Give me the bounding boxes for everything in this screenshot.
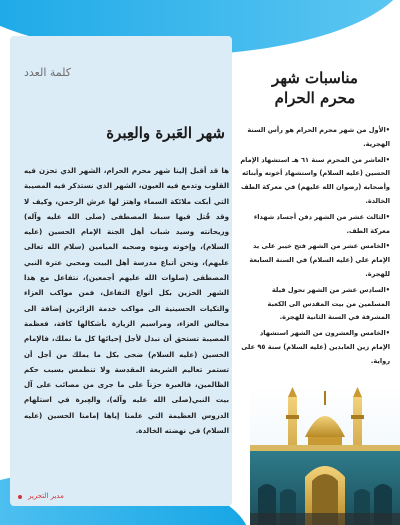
- shrine-photo: [250, 385, 400, 525]
- shrine-illustration: [250, 385, 400, 525]
- editorial-section-label: كلمة العدد: [24, 66, 72, 79]
- author-bullet-icon: [18, 495, 22, 499]
- occasion-item: •السادس عشر من الشهر تحول قبلة المسلمين من بيت المقدس الى الكعبة المشرفة في السنة الثانية للهجرة.: [267, 285, 390, 322]
- editorial-body: ها قد أقبل إلينا شهر محرم الحرام، الشهر الذي تحزن فيه القلوب وتدمع فيه العيون، الشهر الذي نستذكر فيه المصيبة التي أبكت ملائكة السماء واهتز لها عرش الرحمن، وكيف لا وقد قُتل فيها سبط المصطفى (صلى الله عليه وآله) وريحانته وسيد شباب أهل الجنة الإمام الحسين (عليه السلام)، وإخوته وبنوه وصحبه الميامين (سلام الله تعالى عليهم)، ونحن أتباع مدرسة أهل البيت ومحبي عترة النبي المصطفى (صلوات الله عليهم أجمعين)، نتفاعل مع هذا الشهر الحزين بكل أنواع التفاعل، فمن مواكب العزاء والتكيات الحسينية الى مواكب خدمة الزائرين إضافة الى مجالس العزاء، ومراسيم الزيارة بأشكالها كافة، فعظمة المصيبة تستحق أن نبذل لأجل إحيائها كل ما نملك، فالإمام الحسين (عليه السلام) ضحى بكل ما يملك من أجل أن تستمر تعاليم الشريعة المقدسة ولا تنطمس بسبب حكم الظالمين، فالعبرة حزناً على ما جرى من مصائب على آل بيت النبي(صلى الله عليه وآله)، والعِبرة في استلهام الدروس العظيمة التي علمنا إياها إمامنا الحسين (عليه السلام) في نهضته الخالدة.: [24, 166, 229, 436]
- occasion-item: •الثالث عشر من الشهر دفن أجساد شهداء معركة الطف.: [253, 212, 390, 235]
- editorial-title: شهر العَبرة والعِبرة: [106, 124, 225, 142]
- editorial-author: مدير التحرير: [28, 492, 64, 500]
- occasion-item: •الخامس عشر من الشهر فتح خيبر على يد الإمام علي (عليه السلام) في السنة السابعة للهجرة.: [249, 242, 390, 278]
- occasion-item: •العاشر من المحرم سنة ٦١ هـ استشهاد الإمام الحسين (عليه السلام) واستشهاد أخوته وأبنائه وأصحابه (رضوان الله عليهم) في معركة الطف الخالدة.: [240, 155, 390, 205]
- occasions-list: [240, 124, 390, 371]
- occasions-title-line2: محرم الحرام: [274, 89, 356, 107]
- occasion-item: •الأول من شهر محرم الحرام هو رأس السنة الهجرية.: [247, 126, 390, 148]
- occasion-item: •الخامس والعشرون من الشهر استشهاد الإمام زين العابدين (عليه السلام) سنة ٩٥ على رواية.: [241, 329, 390, 365]
- occasions-title: [240, 68, 390, 108]
- occasions-title-line1: مناسبات شهر: [272, 69, 358, 87]
- editorial-panel: [10, 36, 232, 506]
